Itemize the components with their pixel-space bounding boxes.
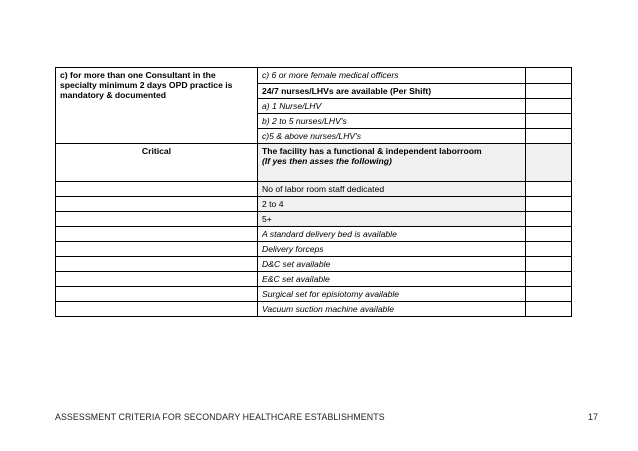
requirement-cell: 5+ — [258, 212, 526, 227]
score-cell — [526, 272, 572, 287]
score-cell — [526, 257, 572, 272]
criterion-description-cell — [56, 257, 258, 272]
criticality-cell: Critical — [56, 144, 258, 182]
score-cell — [526, 68, 572, 84]
criterion-description-cell: c) for more than one Consultant in the specialty minimum 2 days OPD practice is mandatory & documented — [56, 68, 258, 144]
requirement-cell: A standard delivery bed is available — [258, 227, 526, 242]
score-cell — [526, 114, 572, 129]
table-row — [56, 257, 572, 272]
requirement-cell: a) 1 Nurse/LHV — [258, 99, 526, 114]
table-row — [56, 302, 572, 317]
requirement-cell: E&C set available — [258, 272, 526, 287]
score-cell — [526, 182, 572, 197]
footer-document-title: ASSESSMENT CRITERIA FOR SECONDARY HEALTHCARE ESTABLISHMENTS — [55, 412, 385, 422]
table-row — [56, 212, 572, 227]
table-row — [56, 68, 572, 84]
requirement-cell: Vacuum suction machine available — [258, 302, 526, 317]
assessment-criteria-table — [55, 67, 572, 317]
score-cell — [526, 287, 572, 302]
criterion-description-cell — [56, 287, 258, 302]
requirement-cell: b) 2 to 5 nurses/LHV's — [258, 114, 526, 129]
table-row — [56, 242, 572, 257]
requirement-cell: D&C set available — [258, 257, 526, 272]
requirement-cell: No of labor room staff dedicated — [258, 182, 526, 197]
score-cell — [526, 227, 572, 242]
score-cell — [526, 242, 572, 257]
score-cell — [526, 197, 572, 212]
criterion-description-cell — [56, 182, 258, 197]
criterion-description-cell — [56, 197, 258, 212]
score-cell — [526, 84, 572, 99]
table-row — [56, 144, 572, 182]
criterion-description-cell — [56, 227, 258, 242]
score-cell — [526, 144, 572, 182]
table-row — [56, 197, 572, 212]
score-cell — [526, 129, 572, 144]
requirement-line: The facility has a functional & independent laborroom — [262, 146, 482, 156]
requirement-cell: c)5 & above nurses/LHV's — [258, 129, 526, 144]
table-row — [56, 227, 572, 242]
requirement-cell: 2 to 4 — [258, 197, 526, 212]
requirement-cell — [258, 144, 526, 182]
criterion-description-cell — [56, 242, 258, 257]
criterion-description-cell — [56, 272, 258, 287]
table-row — [56, 272, 572, 287]
table-row — [56, 182, 572, 197]
criterion-description-cell — [56, 212, 258, 227]
requirement-cell: Surgical set for episiotomy available — [258, 287, 526, 302]
score-cell — [526, 302, 572, 317]
table-row — [56, 287, 572, 302]
requirement-cell: c) 6 or more female medical officers — [258, 68, 526, 84]
requirement-cell: 24/7 nurses/LHVs are available (Per Shift) — [258, 84, 526, 99]
score-cell — [526, 99, 572, 114]
score-cell — [526, 212, 572, 227]
page-number: 17 — [587, 412, 598, 422]
criterion-description-cell — [56, 302, 258, 317]
requirement-cell: Delivery forceps — [258, 242, 526, 257]
requirement-note: (If yes then asses the following) — [262, 156, 392, 166]
